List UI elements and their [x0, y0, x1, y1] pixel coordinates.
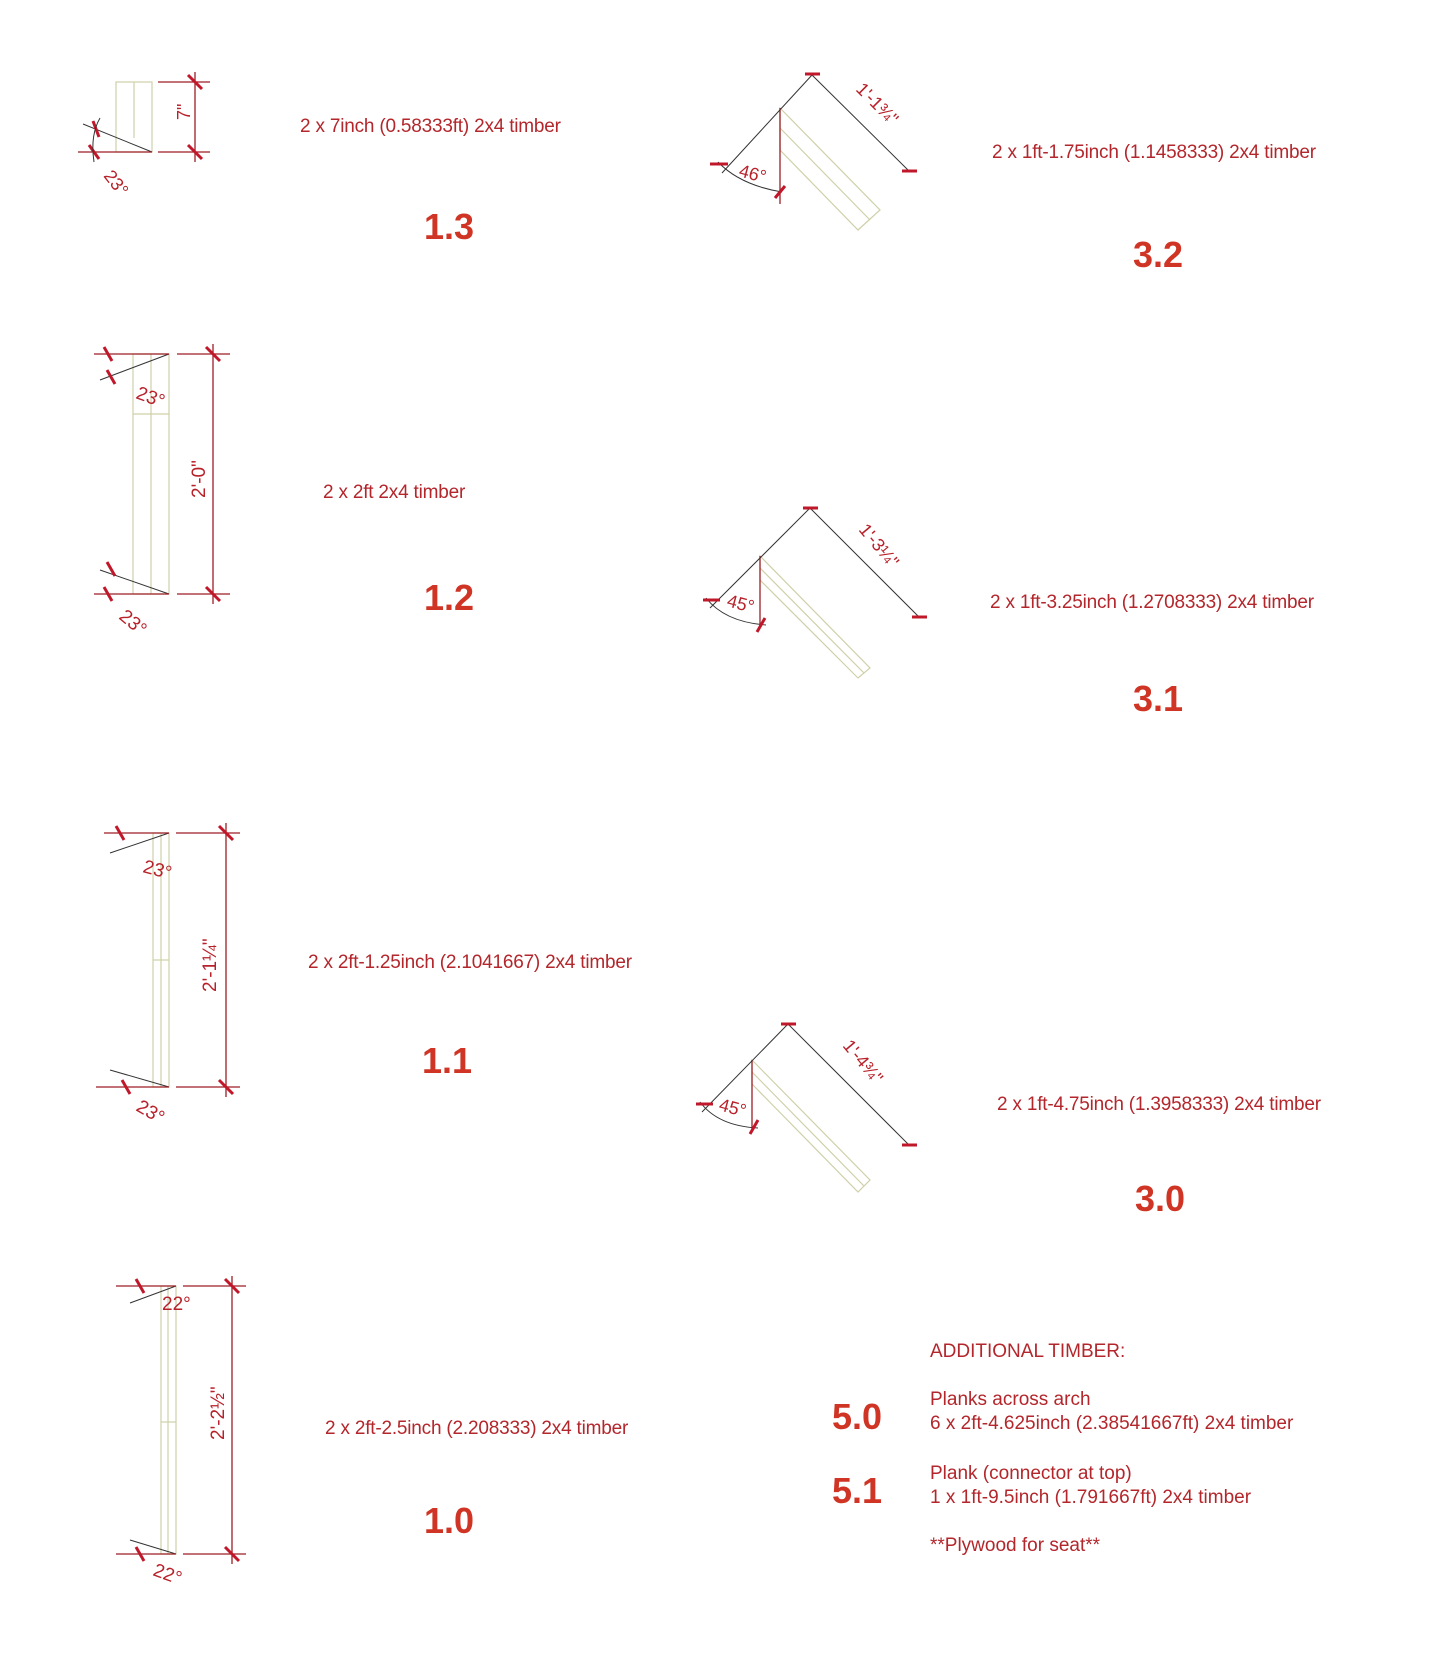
piece-description: 2 x 7inch (0.58333ft) 2x4 timber: [300, 116, 561, 137]
piece-number: 3.0: [1135, 1178, 1186, 1219]
piece-number: 5.1: [832, 1470, 883, 1511]
angle-label: 45°: [716, 1094, 749, 1121]
piece-1-0-drawing: [116, 1276, 246, 1590]
piece-description: 2 x 1ft-4.75inch (1.3958333) 2x4 timber: [997, 1094, 1321, 1115]
dimension-label: 1'-3¼": [854, 519, 903, 572]
additional-timber-heading: ADDITIONAL TIMBER:: [930, 1341, 1126, 1362]
angle-label: 23°: [99, 166, 133, 200]
additional-item-description: 6 x 2ft-4.625inch (2.38541667ft) 2x4 timber: [930, 1413, 1294, 1434]
angle-label: 23°: [132, 1096, 168, 1129]
piece-1-3-drawing: [78, 72, 210, 200]
piece-description: 2 x 2ft 2x4 timber: [323, 482, 466, 503]
piece-number: 1.1: [422, 1040, 473, 1081]
additional-item-title: Planks across arch: [930, 1389, 1091, 1410]
piece-description: 2 x 2ft-2.5inch (2.208333) 2x4 timber: [325, 1418, 629, 1439]
piece-description: 2 x 2ft-1.25inch (2.1041667) 2x4 timber: [308, 952, 632, 973]
piece-number: 1.0: [424, 1500, 475, 1541]
angle-label: 23°: [114, 605, 151, 641]
piece-number: 5.0: [832, 1396, 883, 1437]
piece-1-1-drawing: [96, 823, 240, 1129]
dimension-label: 1'-4¾": [838, 1035, 887, 1088]
piece-number: 1.2: [424, 577, 475, 618]
angle-label: 46°: [736, 160, 769, 187]
piece-number: 3.1: [1133, 678, 1184, 719]
angle-label: 45°: [724, 590, 757, 617]
plywood-note: **Plywood for seat**: [930, 1535, 1101, 1556]
piece-number: 3.2: [1133, 234, 1184, 275]
angle-label: 22°: [150, 1559, 185, 1590]
piece-3-1-drawing: [703, 508, 927, 678]
additional-item-description: 1 x 1ft-9.5inch (1.791667ft) 2x4 timber: [930, 1487, 1252, 1508]
piece-1-2-drawing: [94, 344, 230, 640]
piece-3-2-drawing: [710, 74, 917, 230]
angle-label: 22°: [162, 1294, 191, 1315]
dimension-label: 2'-2½": [208, 1386, 229, 1440]
dimension-label: 2'-0": [189, 460, 210, 498]
additional-item-title: Plank (connector at top): [930, 1463, 1132, 1484]
angle-label: 23°: [140, 856, 174, 885]
piece-3-0-drawing: [696, 1024, 917, 1192]
dimension-label: 2'-1¼": [200, 938, 221, 992]
piece-description: 2 x 1ft-1.75inch (1.1458333) 2x4 timber: [992, 142, 1316, 163]
dimension-label: 7": [174, 103, 194, 120]
dimension-label: 1'-1¾": [852, 78, 903, 129]
angle-label: 23°: [133, 382, 168, 413]
piece-number: 1.3: [424, 206, 475, 247]
piece-description: 2 x 1ft-3.25inch (1.2708333) 2x4 timber: [990, 592, 1314, 613]
